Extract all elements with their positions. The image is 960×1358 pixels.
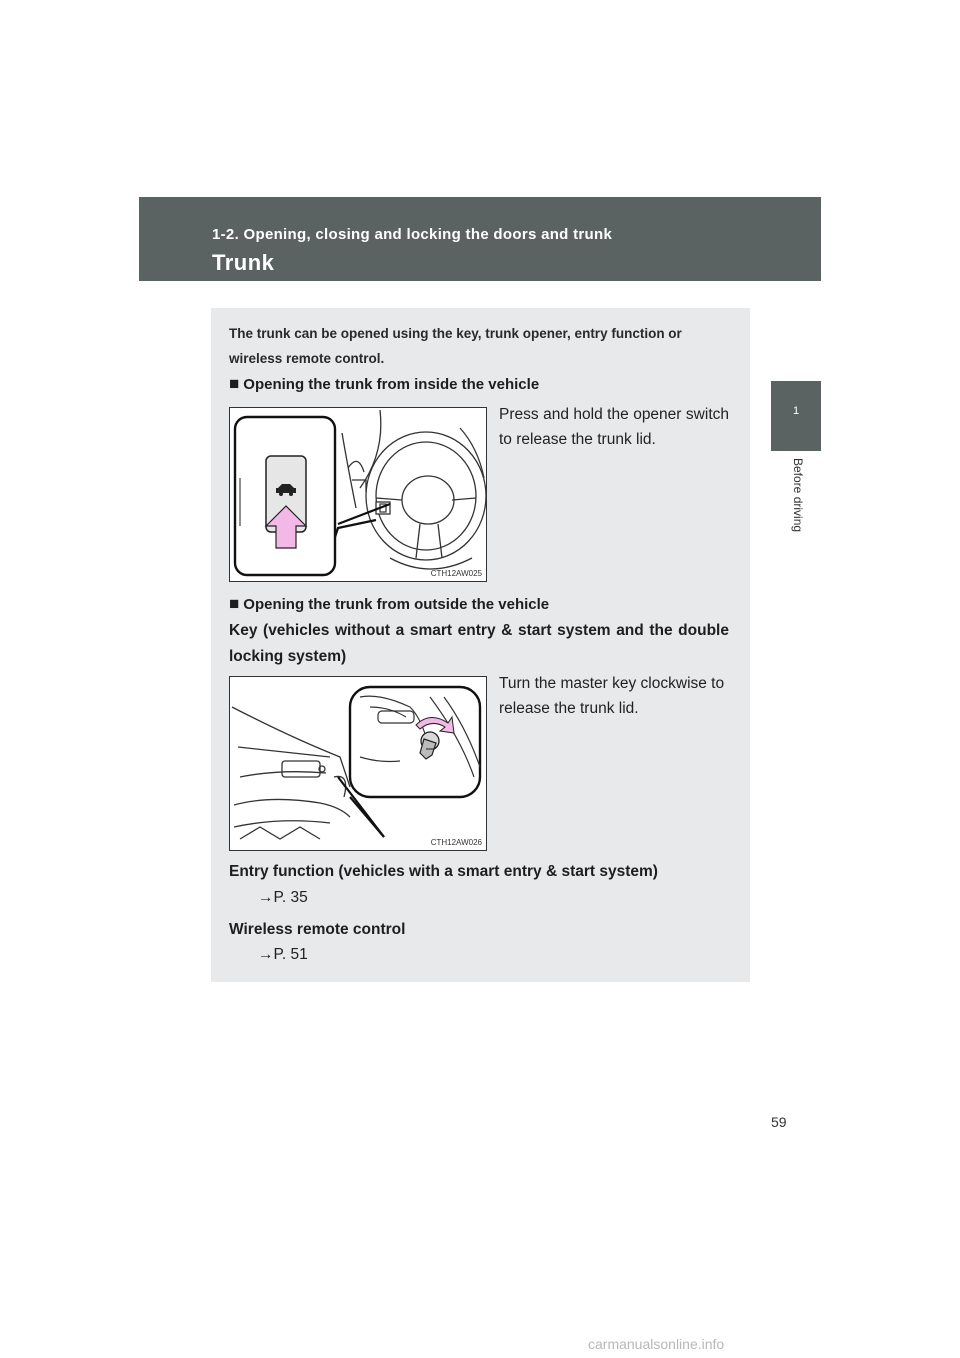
page-number: 59 xyxy=(771,1114,787,1130)
chapter-label: Before driving xyxy=(791,458,805,533)
content-panel xyxy=(211,308,750,982)
key-instruction: Turn the master key clockwise to release the trunk lid. xyxy=(499,675,725,717)
entry-function-page-ref: →P. 35 xyxy=(258,889,308,906)
inside-instruction: Press and hold the opener switch to release the trunk lid. xyxy=(499,406,729,448)
master-key-figure xyxy=(229,676,487,851)
master-key-illustration xyxy=(230,677,486,850)
square-bullet-icon: ■ xyxy=(229,374,240,393)
chapter-number: 1 xyxy=(792,405,800,417)
trunk-opener-switch-figure xyxy=(229,407,487,582)
figure-code: CTH12AW025 xyxy=(430,569,482,578)
chapter-tab xyxy=(771,381,821,451)
figure-code: CTH12AW026 xyxy=(430,838,482,847)
key-heading: Key (vehicles without a smart entry & start system and the double locking system) xyxy=(229,622,729,665)
entry-function-heading: Entry function (vehicles with a smart entry & start system) xyxy=(229,863,658,880)
remote-control-page-ref: →P. 51 xyxy=(258,946,308,963)
page-header xyxy=(139,197,821,281)
remote-control-heading: Wireless remote control xyxy=(229,921,406,938)
trunk-opener-switch-illustration xyxy=(230,408,486,581)
square-bullet-icon: ■ xyxy=(229,594,240,613)
intro-text: The trunk can be opened using the key, trunk opener, entry function or wireless remote control. xyxy=(229,326,682,366)
inside-heading: ■ Opening the trunk from inside the vehicle xyxy=(229,374,540,393)
watermark: carmanualsonline.info xyxy=(588,1336,725,1352)
page-title: Trunk xyxy=(212,250,275,275)
section-title: 1-2. Opening, closing and locking the doors and trunk xyxy=(212,226,613,243)
outside-heading: ■ Opening the trunk from outside the vehicle xyxy=(229,594,550,613)
